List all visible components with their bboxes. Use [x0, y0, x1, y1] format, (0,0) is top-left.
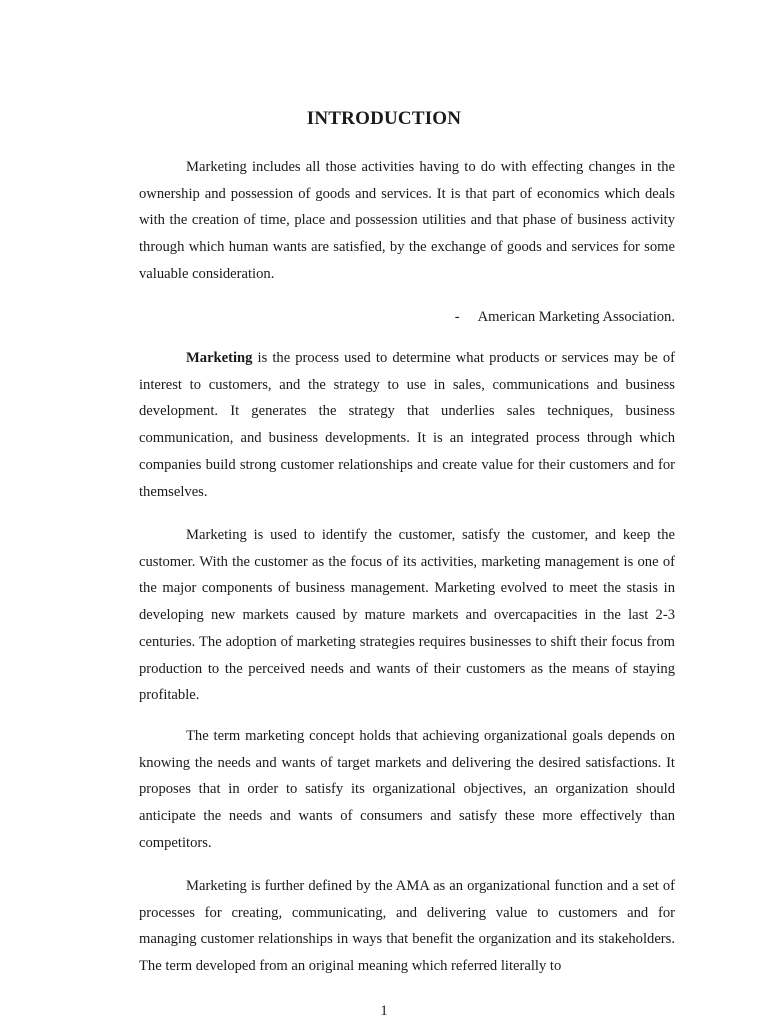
attribution-dash: -	[454, 309, 460, 325]
paragraph-customer-focus: Marketing is used to identify the customer, satisfy the customer, and keep the customer. With the customer as the focus of its activities, marketing management is one of the major components of business management. Marketing evolved to meet the stasis in developing new markets caused by mature markets and overcapacities in the last 2-3 centuries. The adoption of marketing strategies requires businesses to shift their focus from production to the perceived needs and wants of their customers as the means of staying profitable.	[139, 527, 675, 704]
page-number: 1	[380, 1003, 388, 1019]
attribution	[455, 304, 675, 331]
paragraph-marketing-concept: The term marketing concept holds that achieving organizational goals depends on knowing the needs and wants of target markets and delivering the desired satisfactions. It proposes that in order to satisfy its organizational objectives, an organization should anticipate the needs and wants of consumers and satisfy these more effectively than competitors.	[139, 728, 675, 851]
paragraph-ama-definition: Marketing is further defined by the AMA as an organizational function and a set of processes for creating, communicating, and delivering value to customers and for managing customer relationships in ways that benefit the organization and its stakeholders. The term developed from an original meaning which referred literally to	[139, 878, 675, 975]
page-title: INTRODUCTION	[306, 108, 462, 129]
paragraph-marketing-process-text: is the process used to determine what products or services may be of interest to customers, and the strategy to use in sales, communications and business development. It generates the strategy that underlies sales techniques, business communication, and business developments. It is an integrated process through which companies build strong customer relationships and create value for their customers and for themselves.	[139, 350, 675, 500]
paragraph-marketing-process	[139, 345, 675, 505]
bold-term: Marketing	[186, 350, 253, 366]
paragraph-definition: Marketing includes all those activities having to do with effecting changes in the ownership and possession of goods and services. It is that part of economics which deals with the creation of time, place and possession utilities and that phase of business activity through which human wants are satisfied, by the exchange of goods and services for some valuable consideration.	[139, 159, 675, 282]
attribution-source: American Marketing Association.	[477, 309, 675, 325]
